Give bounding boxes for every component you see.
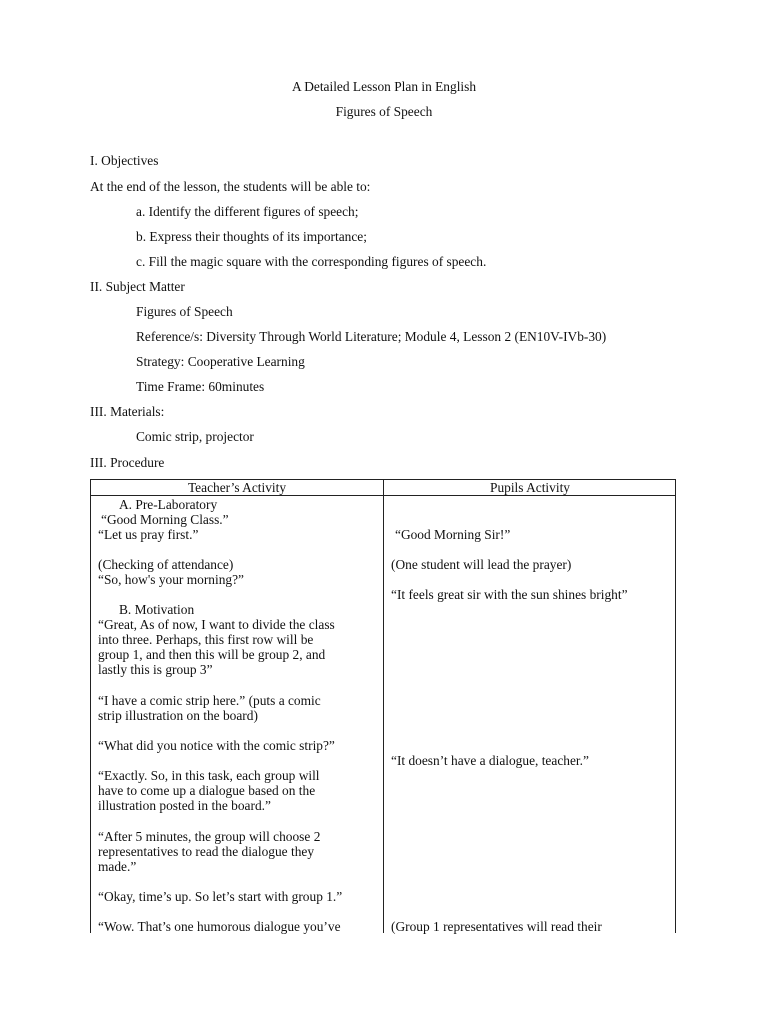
teacher-line: “Good Morning Class.” [101, 512, 229, 527]
procedure-heading: III. Procedure [90, 455, 165, 470]
teacher-line: have to come up a dialogue based on the [98, 783, 316, 798]
teacher-line: (Checking of attendance) [98, 557, 234, 572]
objective-item: b. Express their thoughts of its importance; [136, 229, 367, 244]
materials-item: Comic strip, projector [136, 429, 254, 444]
teacher-line: into three. Perhaps, this first row will be [98, 632, 314, 647]
teacher-line: strip illustration on the board) [98, 708, 258, 723]
pupil-line: (Group 1 representatives will read their [391, 919, 602, 934]
teacher-line: “Wow. That’s one humorous dialogue you’ve [98, 919, 341, 934]
teacher-line: “Let us pray first.” [98, 527, 199, 542]
pupil-line: (One student will lead the prayer) [391, 557, 572, 572]
procedure-table [90, 479, 676, 933]
teacher-line: group 1, and then this will be group 2, and [98, 647, 326, 662]
subject-matter-heading: II. Subject Matter [90, 279, 185, 294]
pupil-line: “It doesn’t have a dialogue, teacher.” [391, 753, 589, 768]
teacher-activity-header: Teacher’s Activity [187, 480, 287, 495]
teacher-section-heading: B. Motivation [119, 602, 195, 617]
teacher-line: lastly this is group 3” [98, 662, 213, 677]
pupil-line: “It feels great sir with the sun shines bright” [391, 587, 628, 602]
subject-matter-item: Time Frame: 60minutes [136, 379, 265, 394]
teacher-line: “Okay, time’s up. So let’s start with group 1.” [98, 889, 343, 904]
document-title: A Detailed Lesson Plan in English [291, 79, 477, 94]
subject-matter-item: Reference/s: Diversity Through World Literature; Module 4, Lesson 2 (EN10V-IVb-30) [136, 329, 607, 344]
subject-matter-item: Strategy: Cooperative Learning [136, 354, 305, 369]
pupils-activity-header: Pupils Activity [490, 480, 570, 495]
objectives-intro: At the end of the lesson, the students will be able to: [90, 179, 371, 194]
document-subtitle: Figures of Speech [335, 104, 433, 119]
teacher-line: made.” [98, 859, 137, 874]
teacher-line: representatives to read the dialogue they [98, 844, 315, 859]
teacher-line: “After 5 minutes, the group will choose 2 [98, 829, 321, 844]
materials-heading: III. Materials: [90, 404, 165, 419]
teacher-line: “I have a comic strip here.” (puts a comic [98, 693, 321, 708]
teacher-line: “So, how's your morning?” [98, 572, 244, 587]
objective-item: a. Identify the different figures of speech; [136, 204, 359, 219]
column-divider [383, 480, 384, 933]
teacher-section-heading: A. Pre-Laboratory [119, 497, 218, 512]
teacher-line: “What did you notice with the comic strip?” [98, 738, 335, 753]
teacher-line: illustration posted in the board.” [98, 798, 271, 813]
subject-matter-item: Figures of Speech [136, 304, 233, 319]
teacher-line: “Exactly. So, in this task, each group will [98, 768, 320, 783]
objectives-heading: I. Objectives [90, 153, 159, 168]
header-divider [91, 495, 675, 496]
objective-item: c. Fill the magic square with the corresponding figures of speech. [136, 254, 487, 269]
pupil-line: “Good Morning Sir!” [395, 527, 511, 542]
teacher-line: “Great, As of now, I want to divide the class [98, 617, 335, 632]
